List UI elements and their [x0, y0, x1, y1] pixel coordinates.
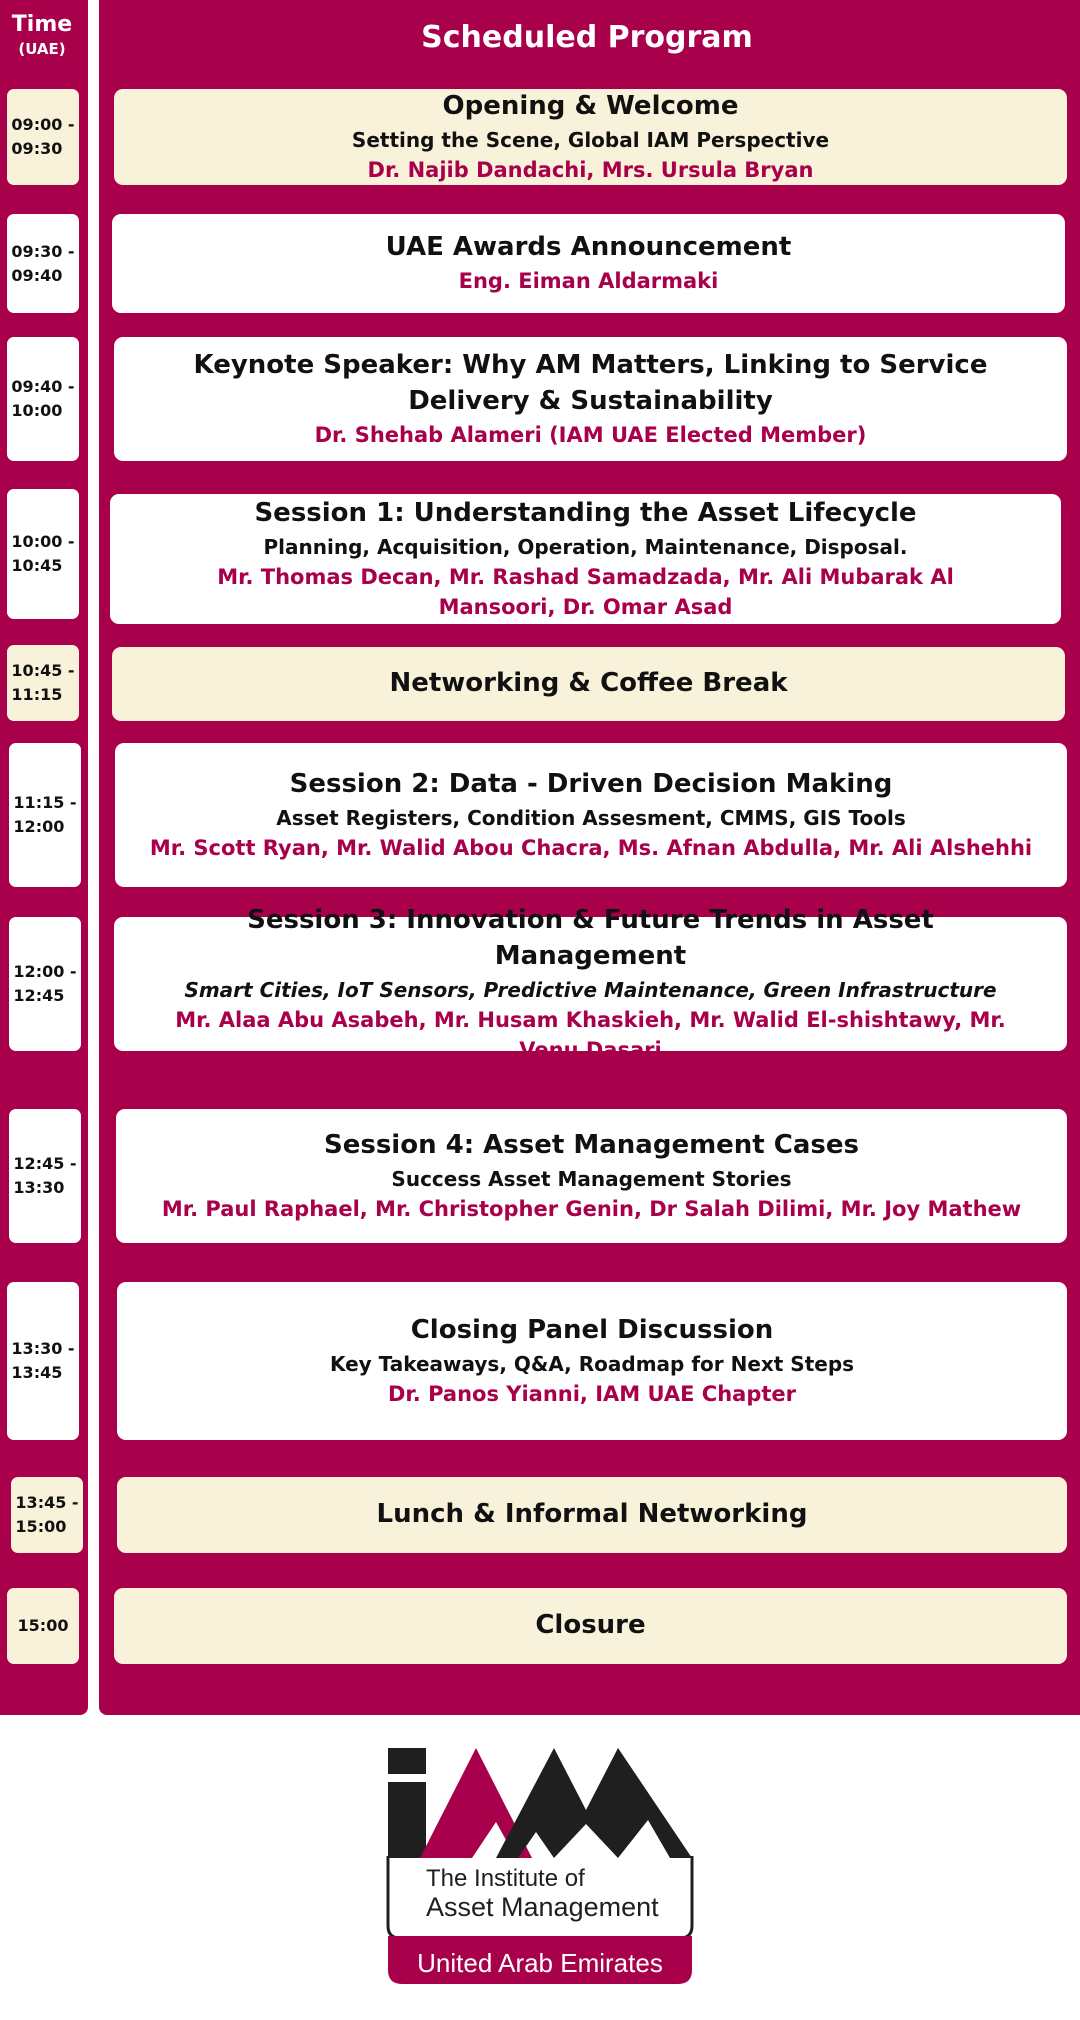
time-slot: [7, 337, 79, 461]
session-subtitle: Planning, Acquisition, Operation, Maintenance, Disposal.: [263, 534, 908, 559]
session-speakers: Dr. Shehab Alameri (IAM UAE Elected Member): [314, 422, 867, 447]
time-slot: [7, 1282, 79, 1440]
time-slot: [7, 1588, 79, 1664]
time-slot: [7, 645, 79, 721]
session-title: Opening & Welcome: [442, 90, 739, 121]
time-slot-label: 09:30 - 09:40: [11, 241, 75, 285]
time-slot-label: 12:45 - 13:30: [13, 1154, 77, 1197]
logo-m-letter: [496, 1748, 692, 1858]
time-slot: [9, 743, 81, 887]
session-title: Session 2: Data - Driven Decision Making: [289, 768, 893, 799]
session-speakers: Mr. Alaa Abu Asabeh, Mr. Husam Khaskieh, Mr. Walid El-shishtawy, Mr. Venu Dasari: [175, 1007, 1006, 1062]
session-title: Session 3: Innovation & Future Trends in Asset Management: [247, 904, 934, 971]
session-title: Lunch & Informal Networking: [376, 1499, 808, 1530]
time-slot-label: 11:15 - 12:00: [13, 793, 77, 836]
session-title: UAE Awards Announcement: [385, 232, 792, 263]
time-slot-label: 09:40 - 10:00: [11, 377, 75, 420]
time-slot: [7, 489, 79, 619]
time-slot-label: 10:00 - 10:45: [11, 532, 75, 575]
session-speakers: Dr. Najib Dandachi, Mrs. Ursula Bryan: [367, 157, 814, 182]
session-speakers: Eng. Eiman Aldarmaki: [458, 269, 719, 294]
session-speakers: Mr. Thomas Decan, Mr. Rashad Samadzada, Mr. Ali Mubarak Al Mansoori, Dr. Omar Asad: [217, 564, 954, 619]
time-slot-label: 09:00 - 09:30: [11, 115, 75, 158]
session-card-session2: [115, 743, 1067, 887]
session-card-closing-panel: [117, 1282, 1067, 1440]
program-title: Scheduled Program: [421, 20, 753, 55]
session-title: Keynote Speaker: Why AM Matters, Linking to Service Delivery & Sustainability: [193, 350, 988, 416]
session-title: Networking & Coffee Break: [389, 668, 788, 699]
session-card-coffee-break: [112, 647, 1065, 721]
logo-line1: The Institute of: [426, 1865, 585, 1892]
session-subtitle: Asset Registers, Condition Assesment, CMMS, GIS Tools: [276, 805, 906, 830]
session-card-session1: [110, 494, 1061, 624]
session-card-awards: [112, 214, 1065, 313]
time-slot: [7, 89, 79, 185]
time-slot: [11, 1477, 83, 1553]
logo-region: United Arab Emirates: [417, 1948, 663, 1978]
session-title: Session 4: Asset Management Cases: [323, 1129, 860, 1160]
time-slot-label: 13:45 - 15:00: [15, 1493, 79, 1536]
session-card-keynote: [114, 337, 1067, 461]
time-column-header: [0, 14, 84, 57]
time-slot-label: 15:00: [17, 1616, 69, 1635]
time-slot: [9, 917, 81, 1051]
logo-i-dot: [388, 1748, 426, 1774]
time-header-label: Time: [11, 12, 73, 37]
logo-i-stem: [388, 1782, 426, 1858]
time-slot: [9, 1109, 81, 1243]
session-card-opening: [114, 89, 1067, 185]
time-slot: [7, 214, 79, 313]
time-slot-label: 12:00 - 12:45: [13, 962, 77, 1005]
session-subtitle: Setting the Scene, Global IAM Perspective: [351, 127, 830, 152]
iam-uae-logo: [386, 1748, 694, 1984]
session-title: Closing Panel Discussion: [410, 1314, 774, 1345]
session-speakers: Mr. Paul Raphael, Mr. Christopher Genin, Dr Salah Dilimi, Mr. Joy Mathew: [161, 1196, 1022, 1221]
time-slot-label: 13:30 - 13:45: [11, 1339, 75, 1382]
session-title: Closure: [535, 1610, 646, 1641]
session-subtitle: Key Takeaways, Q&A, Roadmap for Next Steps: [329, 1351, 855, 1376]
time-zone-label: (UAE): [18, 40, 66, 58]
session-card-lunch: [117, 1477, 1067, 1553]
time-slot-label: 10:45 - 11:15: [11, 661, 75, 704]
session-card-closure: [114, 1588, 1067, 1664]
session-card-session4: [116, 1109, 1067, 1243]
logo-line2: Asset Management: [426, 1892, 659, 1922]
session-title: Session 1: Understanding the Asset Lifecycle: [254, 497, 917, 528]
session-subtitle: Smart Cities, IoT Sensors, Predictive Maintenance, Green Infrastructure: [184, 977, 997, 1002]
session-subtitle: Success Asset Management Stories: [391, 1166, 792, 1191]
session-speakers: Dr. Panos Yianni, IAM UAE Chapter: [387, 1381, 797, 1406]
session-speakers: Mr. Scott Ryan, Mr. Walid Abou Chacra, Ms. Afnan Abdulla, Mr. Ali Alshehhi: [149, 835, 1033, 860]
session-card-session3: [114, 904, 1067, 1062]
